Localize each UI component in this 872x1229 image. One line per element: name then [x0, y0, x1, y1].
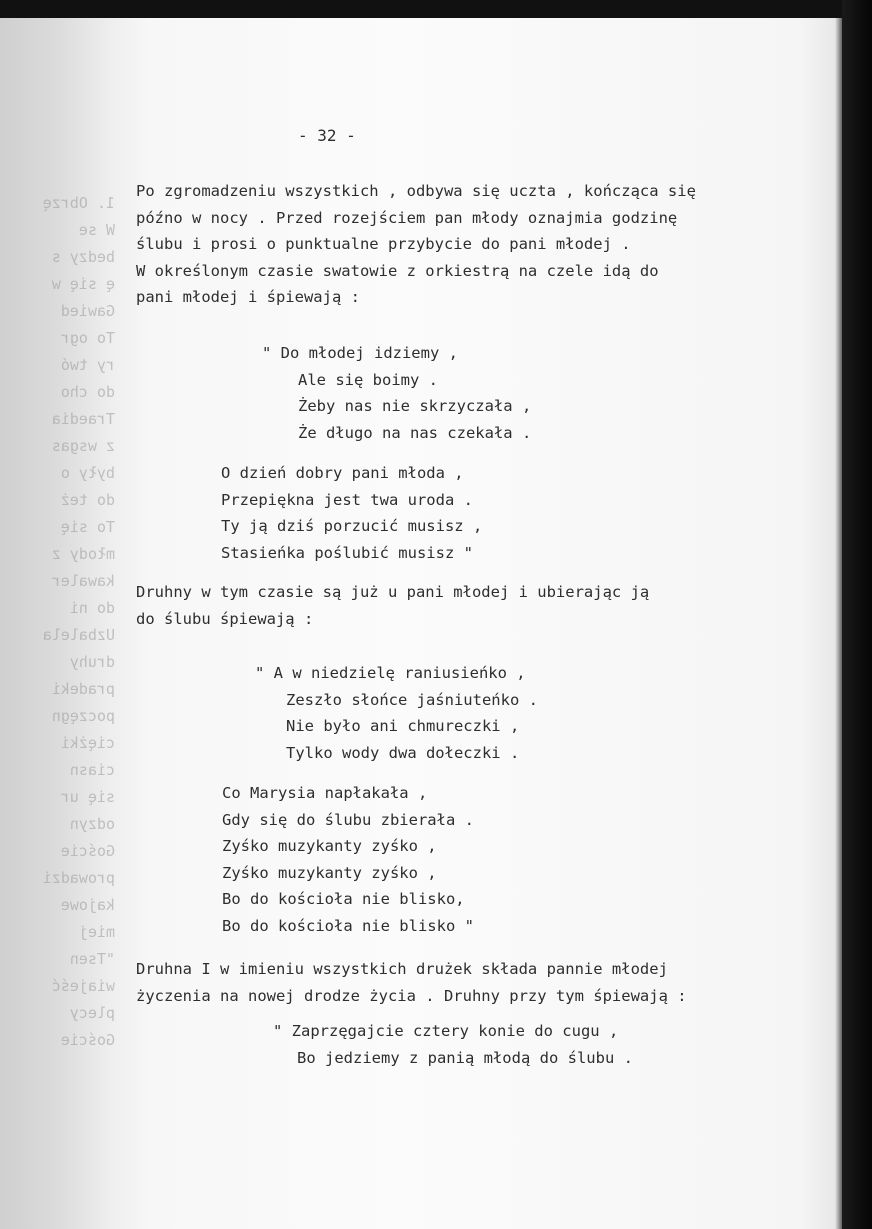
bleed-line: były o [60, 464, 115, 482]
verse-4 [222, 780, 474, 939]
text-line: Druhna I w imieniu wszystkich drużek składa pannie młodej [136, 960, 668, 978]
text-line: późno w nocy . Przed rozejściem pan młody oznajmia godzinę [136, 208, 678, 227]
verse-line: Że długo na nas czekała . [298, 423, 532, 442]
verse-line: Zyśko muzykanty zyśko , [222, 863, 437, 882]
bleed-line: druhy [69, 653, 115, 671]
paragraph-2 [136, 579, 649, 632]
verse-line: Zeszło słońce jaśniuteńko . [286, 690, 538, 709]
verse-line: Bo do kościoła nie blisko " [222, 916, 474, 935]
bleed-line: odzyn [69, 815, 115, 833]
text-line: życzenia na nowej drodze życia . Druhny przy tym śpiewają : [136, 986, 687, 1005]
text-line: Po zgromadzeniu wszystkich , odbywa się uczta , kończąca się [136, 182, 696, 200]
verse-line: Stasieńka poślubić musisz " [221, 543, 473, 562]
bleed-line: To się [60, 518, 115, 536]
bleed-line: poczęgn [51, 707, 115, 725]
bleed-line: młody z [51, 545, 115, 563]
text-line: Druhny w tym czasie są już u pani młodej i ubierając ją [136, 583, 650, 601]
verse-5 [273, 1018, 633, 1071]
bleed-line: W se [78, 221, 115, 239]
verse-line: Bo jedziemy z panią młodą do ślubu . [297, 1048, 633, 1067]
verse-line: Co Marysia napłakała , [222, 784, 428, 802]
verse-line: Żeby nas nie skrzyczała , [298, 397, 532, 415]
paragraph-1 [136, 178, 696, 311]
bleed-line: Uzbalela [42, 626, 115, 644]
bleed-line: 1. Obrzę [42, 194, 115, 212]
bleed-line: ry twó [60, 356, 115, 374]
verse-line: Zyśko muzykanty zyśko , [222, 837, 437, 855]
text-line: ślubu i prosi o punktualne przybycie do pani młodej . [136, 235, 631, 253]
bleed-line: Goście [60, 1031, 115, 1049]
text-line: pani młodej i śpiewają : [136, 288, 360, 306]
verse-line: Nie było ani chmureczki , [286, 717, 520, 735]
bleed-line: To ogr [60, 329, 115, 347]
verse-line: Gdy się do ślubu zbierała . [222, 810, 474, 829]
verse-line: O dzień dobry pani młoda , [221, 464, 464, 482]
bleed-line: do ni [69, 599, 115, 617]
bleed-line: do też [60, 491, 115, 509]
bleed-line: miej [78, 923, 115, 941]
bleed-line: ciężki [60, 734, 115, 752]
verse-line: Ty ją dziś porzucić musisz , [221, 517, 483, 535]
verse-line: " Zaprzęgajcie cztery konie do cugu , [273, 1022, 619, 1040]
bleed-line: bedzy s [51, 248, 115, 266]
top-scan-border [0, 0, 872, 18]
bleed-line: ciasn [69, 761, 115, 779]
text-line: do ślubu śpiewają : [136, 609, 314, 628]
bleed-line: kawaler [51, 572, 115, 590]
right-scan-border [842, 0, 872, 1229]
verse-3 [255, 660, 538, 766]
verse-line: " A w niedzielę raniusieńko , [255, 664, 526, 682]
bleed-line: prowadzi [42, 869, 115, 887]
verse-2 [221, 460, 482, 566]
verse-1 [262, 340, 531, 446]
bleed-line: Traedia [51, 410, 115, 428]
bleed-line: ę się w [51, 275, 115, 293]
bleed-line: do cho [60, 383, 115, 401]
bleed-line: kajowe [60, 896, 115, 914]
bleed-line: z wsgas [51, 437, 115, 455]
verse-line: Bo do kościoła nie blisko, [222, 890, 465, 908]
text-line: W określonym czasie swatowie z orkiestrą na czele idą do [136, 261, 659, 280]
bleed-line: Goście [60, 842, 115, 860]
left-page-bleed [0, 20, 115, 1229]
bleed-line: wiajeść [51, 977, 115, 995]
verse-line: " Do młodej idziemy , [262, 344, 458, 362]
verse-line: Przepiękna jest twa uroda . [221, 490, 473, 509]
paragraph-3 [136, 956, 687, 1009]
bleed-line: plecy [69, 1004, 115, 1022]
page-number: - 32 - [298, 126, 356, 145]
bleed-line: się ur [60, 788, 115, 806]
bleed-line: pradeki [51, 680, 115, 698]
verse-line: Tylko wody dwa dołeczki . [286, 743, 520, 762]
bleed-line: Gawied [60, 302, 115, 320]
verse-line: Ale się boimy . [298, 370, 438, 389]
bleed-line: "Tsen [69, 950, 115, 968]
